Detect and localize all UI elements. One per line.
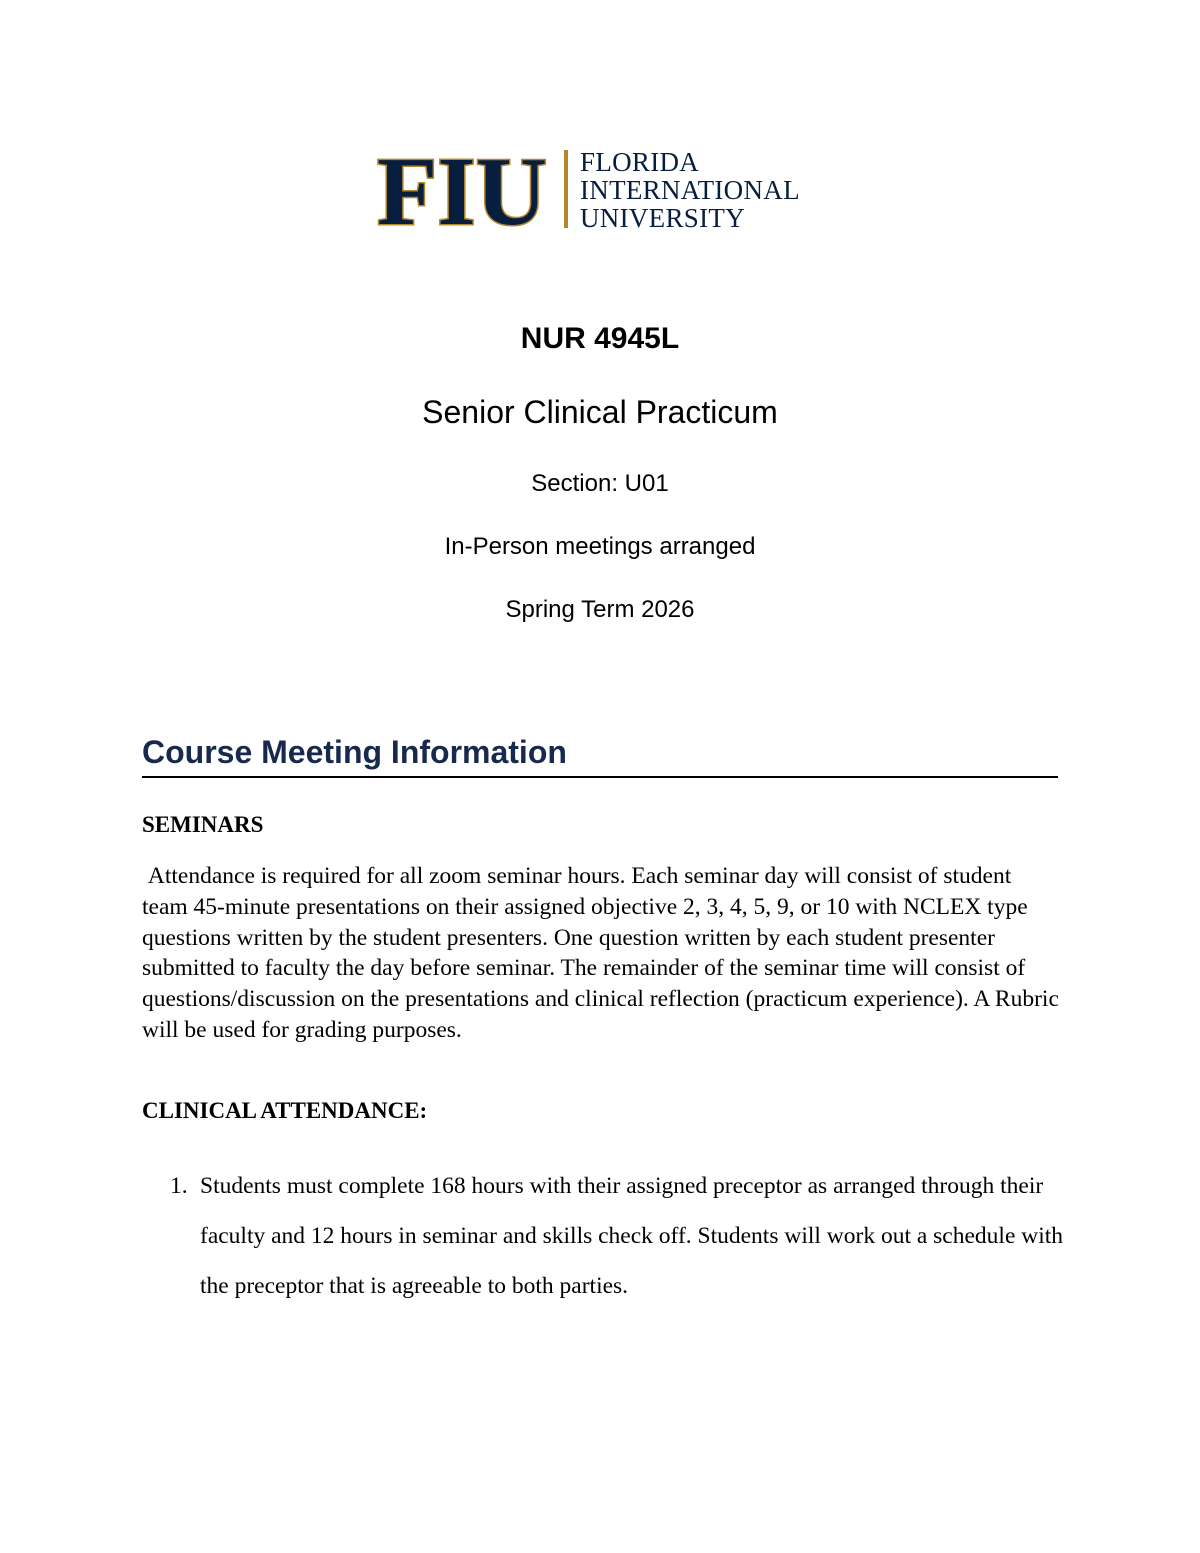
seminars-paragraph — [142, 861, 1062, 1046]
course-code: NUR 4945L — [520, 322, 680, 355]
logo-line-1: FLORIDA — [580, 147, 700, 177]
seminars-heading: SEMINARS — [142, 812, 264, 837]
clinical-attendance-list — [142, 1161, 1072, 1311]
list-item-number: 1. — [170, 1173, 188, 1199]
logo-line-2: INTERNATIONAL — [580, 175, 800, 205]
course-meetings: In-Person meetings arranged — [444, 533, 756, 560]
clinical-attendance-heading: CLINICAL ATTENDANCE: — [142, 1098, 428, 1123]
course-term: Spring Term 2026 — [505, 596, 695, 623]
course-title: Senior Clinical Practicum — [422, 394, 778, 430]
fiu-logo-icon — [376, 148, 548, 232]
logo-wordmark — [580, 148, 800, 232]
fiu-logo — [376, 148, 826, 232]
course-section: Section: U01 — [531, 470, 669, 497]
logo-monogram: FIU — [377, 148, 547, 232]
list-item-text: Students must complete 168 hours with their assigned preceptor as arranged through their faculty and 12 hours in seminar and skills check off. Students will work out a schedule with the preceptor that is agreeable to both parties. — [200, 1173, 1064, 1299]
heading-underline — [142, 776, 1058, 778]
section-heading: Course Meeting Information — [142, 734, 567, 770]
logo-divider — [564, 150, 568, 228]
logo-line-3: UNIVERSITY — [580, 203, 745, 233]
seminars-text: Attendance is required for all zoom seminar hours. Each seminar day will consist of student team 45-minute presentations on their assigned objective 2, 3, 4, 5, 9, or 10 with NCLEX type questions written by the student presenters. One question written by each student presenter submitted to faculty the day before seminar. The remainder of the seminar time will consist of questions/discussion on the presentations and clinical reflection (practicum experience). A Rubric will be used for grading purposes. — [142, 863, 1059, 1043]
list-item — [142, 1161, 1072, 1311]
